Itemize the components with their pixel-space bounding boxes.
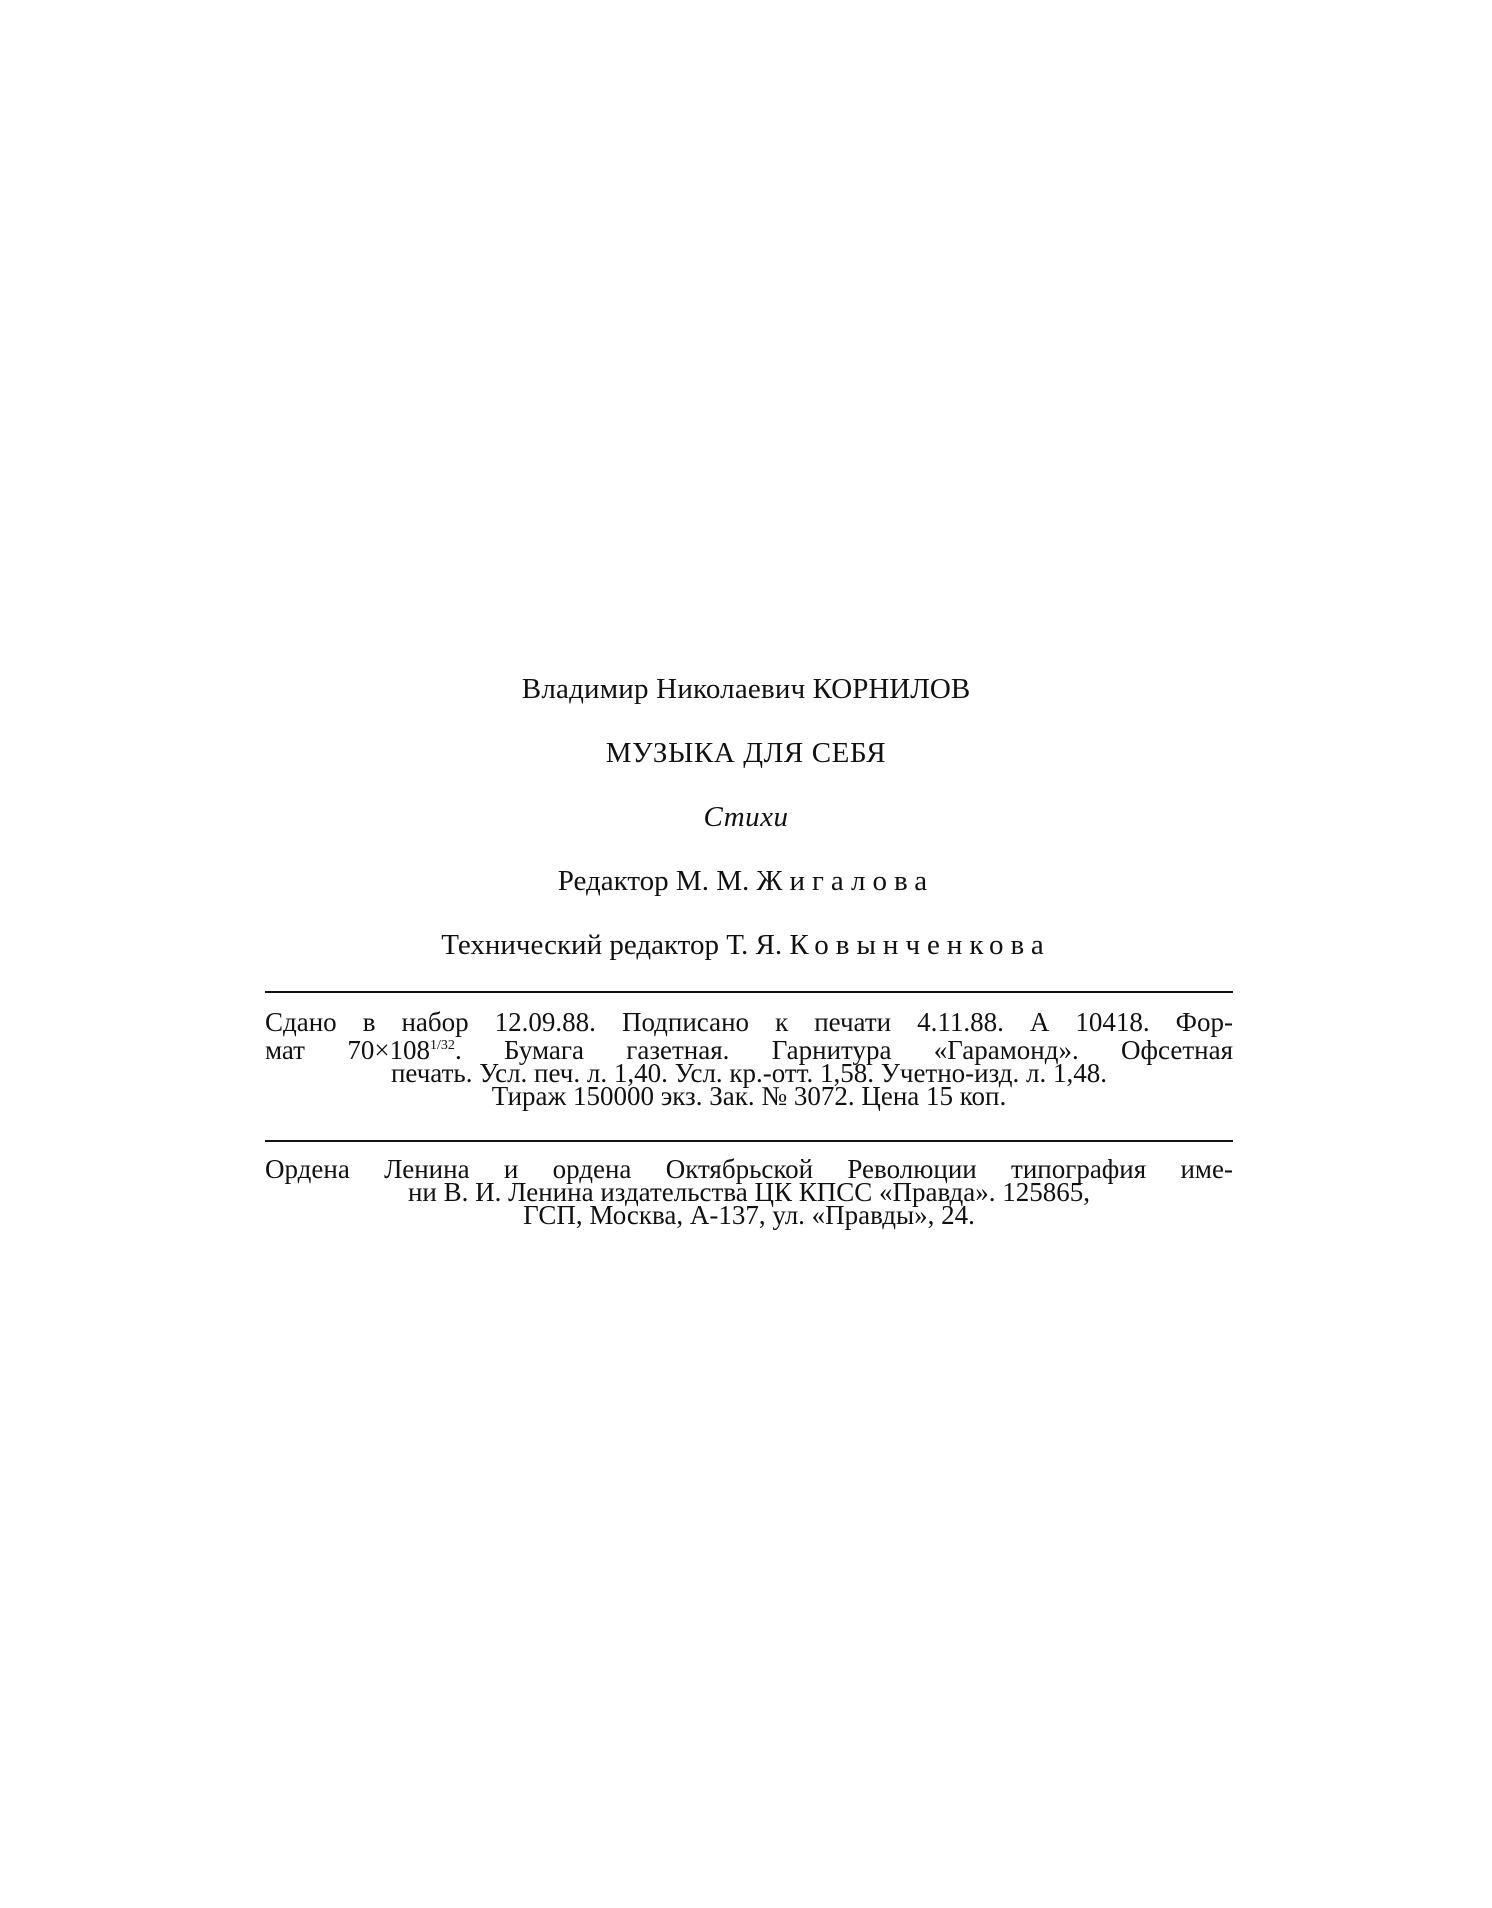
imprint-line-1: Сдано в набор 12.09.88. Подписано к печати 4.11.88. А 10418. Фор-	[265, 1007, 1233, 1037]
imprint-line-4: Тираж 150000 экз. Зак. № 3072. Цена 15 коп.	[491, 1081, 1007, 1111]
tech-editor-initials: Т. Я.	[726, 929, 783, 961]
imprint-format-fraction: 1/32	[430, 1038, 455, 1053]
imprint-block	[265, 1007, 1233, 1111]
imprint-format: мат 70×108	[265, 1035, 431, 1065]
editor-initials: М. М.	[675, 865, 750, 897]
book-title: МУЗЫКА ДЛЯ СЕБЯ	[605, 737, 887, 769]
imprint-line-2-rest: . Бумага газетная. Гарнитура «Гарамонд». Офсетная	[454, 1035, 1233, 1065]
tech-editor-role: Технический редактор	[441, 929, 719, 961]
printer-block	[265, 1154, 1233, 1230]
printer-line-2: ни В. И. Ленина издательства ЦК КПСС «Правда». 125865,	[407, 1177, 1091, 1207]
tech-editor-surname: Ковынченкова	[789, 929, 1051, 961]
tech-editor-credit	[0, 928, 1492, 962]
editor-surname: Жигалова	[756, 865, 935, 897]
editor-credit	[0, 864, 1492, 898]
divider-rule-bottom	[265, 1140, 1233, 1142]
editor-role: Редактор	[557, 865, 669, 897]
author-given-names: Владимир Николаевич	[521, 673, 806, 705]
printer-line-1: Ордена Ленина и ордена Октябрьской Революции типография име-	[265, 1154, 1233, 1184]
author-surname: КОРНИЛОВ	[812, 673, 971, 705]
divider-rule-top	[265, 991, 1233, 993]
book-genre: Стихи	[703, 801, 789, 833]
author-name	[0, 672, 1492, 706]
imprint-line-3: печать. Усл. печ. л. 1,40. Усл. кр.-отт. 1,58. Учетно-изд. л. 1,48.	[390, 1058, 1108, 1088]
printer-line-3: ГСП, Москва, А-137, ул. «Правды», 24.	[523, 1200, 975, 1230]
